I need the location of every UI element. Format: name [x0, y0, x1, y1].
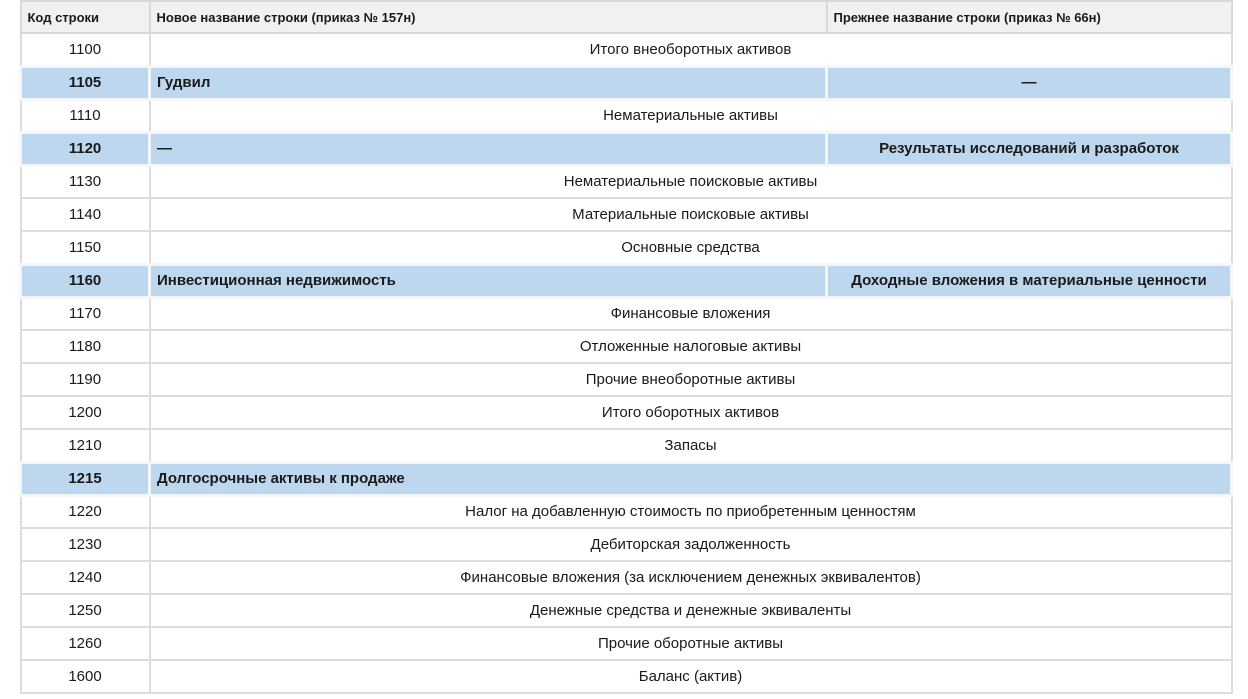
- code-cell: 1150: [21, 231, 150, 264]
- merged-name-cell: Основные средства: [150, 231, 1232, 264]
- code-cell: 1140: [21, 198, 150, 231]
- code-cell: 1105: [21, 66, 150, 99]
- code-cell: 1200: [21, 396, 150, 429]
- merged-name-cell: Финансовые вложения: [150, 297, 1232, 330]
- table-row-1200: [21, 396, 1232, 429]
- merged-name-cell: Нематериальные поисковые активы: [150, 165, 1232, 198]
- column-header-new-name: Новое название строки (приказ № 157н): [150, 1, 827, 33]
- table-row-1140: [21, 198, 1232, 231]
- table-row-1210: [21, 429, 1232, 462]
- merged-name-cell: Итого оборотных активов: [150, 396, 1232, 429]
- table-row-1130: [21, 165, 1232, 198]
- table-row-1150: [21, 231, 1232, 264]
- new-name-cell: Гудвил: [150, 66, 827, 99]
- header-row: [21, 1, 1232, 33]
- merged-name-cell: Баланс (актив): [150, 660, 1232, 693]
- code-cell: 1170: [21, 297, 150, 330]
- merged-name-cell: Запасы: [150, 429, 1232, 462]
- new-name-cell: Инвестиционная недвижимость: [150, 264, 827, 297]
- code-cell: 1100: [21, 33, 150, 66]
- code-cell: 1215: [21, 462, 150, 495]
- merged-name-cell: Итого внеоборотных активов: [150, 33, 1232, 66]
- code-cell: 1130: [21, 165, 150, 198]
- code-cell: 1240: [21, 561, 150, 594]
- table-row-1220: [21, 495, 1232, 528]
- code-cell: 1600: [21, 660, 150, 693]
- table-row-1105: [21, 66, 1232, 99]
- table-row-1110: [21, 99, 1232, 132]
- table-row-1100: [21, 33, 1232, 66]
- code-cell: 1160: [21, 264, 150, 297]
- merged-name-cell: Прочие внеоборотные активы: [150, 363, 1232, 396]
- table-row-1250: [21, 594, 1232, 627]
- code-cell: 1260: [21, 627, 150, 660]
- column-header-code: Код строки: [21, 1, 150, 33]
- table-row-1170: [21, 297, 1232, 330]
- old-name-cell: —: [827, 66, 1232, 99]
- table-row-1215: [21, 462, 1232, 495]
- code-cell: 1210: [21, 429, 150, 462]
- merged-name-cell: Налог на добавленную стоимость по приобретенным ценностям: [150, 495, 1232, 528]
- table-row-1260: [21, 627, 1232, 660]
- code-cell: 1110: [21, 99, 150, 132]
- column-header-old-name: Прежнее название строки (приказ № 66н): [827, 1, 1232, 33]
- table-row-1120: [21, 132, 1232, 165]
- merged-name-cell: Отложенные налоговые активы: [150, 330, 1232, 363]
- code-cell: 1230: [21, 528, 150, 561]
- merged-name-cell: Денежные средства и денежные эквиваленты: [150, 594, 1232, 627]
- table-row-1240: [21, 561, 1232, 594]
- code-cell: 1120: [21, 132, 150, 165]
- table-row-1190: [21, 363, 1232, 396]
- line-codes-table: [19, 0, 1233, 694]
- merged-name-cell: Финансовые вложения (за исключением денежных эквивалентов): [150, 561, 1232, 594]
- merged-name-cell: Дебиторская задолженность: [150, 528, 1232, 561]
- merged-name-cell: Прочие оборотные активы: [150, 627, 1232, 660]
- code-cell: 1180: [21, 330, 150, 363]
- merged-name-cell: Нематериальные активы: [150, 99, 1232, 132]
- code-cell: 1220: [21, 495, 150, 528]
- new-name-cell: Долгосрочные активы к продаже: [150, 462, 1232, 495]
- old-name-cell: Доходные вложения в материальные ценности: [827, 264, 1232, 297]
- table-row-1160: [21, 264, 1232, 297]
- table-row-1180: [21, 330, 1232, 363]
- old-name-cell: Результаты исследований и разработок: [827, 132, 1232, 165]
- table-row-1600: [21, 660, 1232, 693]
- table-row-1230: [21, 528, 1232, 561]
- code-cell: 1190: [21, 363, 150, 396]
- code-cell: 1250: [21, 594, 150, 627]
- new-name-cell: —: [150, 132, 827, 165]
- merged-name-cell: Материальные поисковые активы: [150, 198, 1232, 231]
